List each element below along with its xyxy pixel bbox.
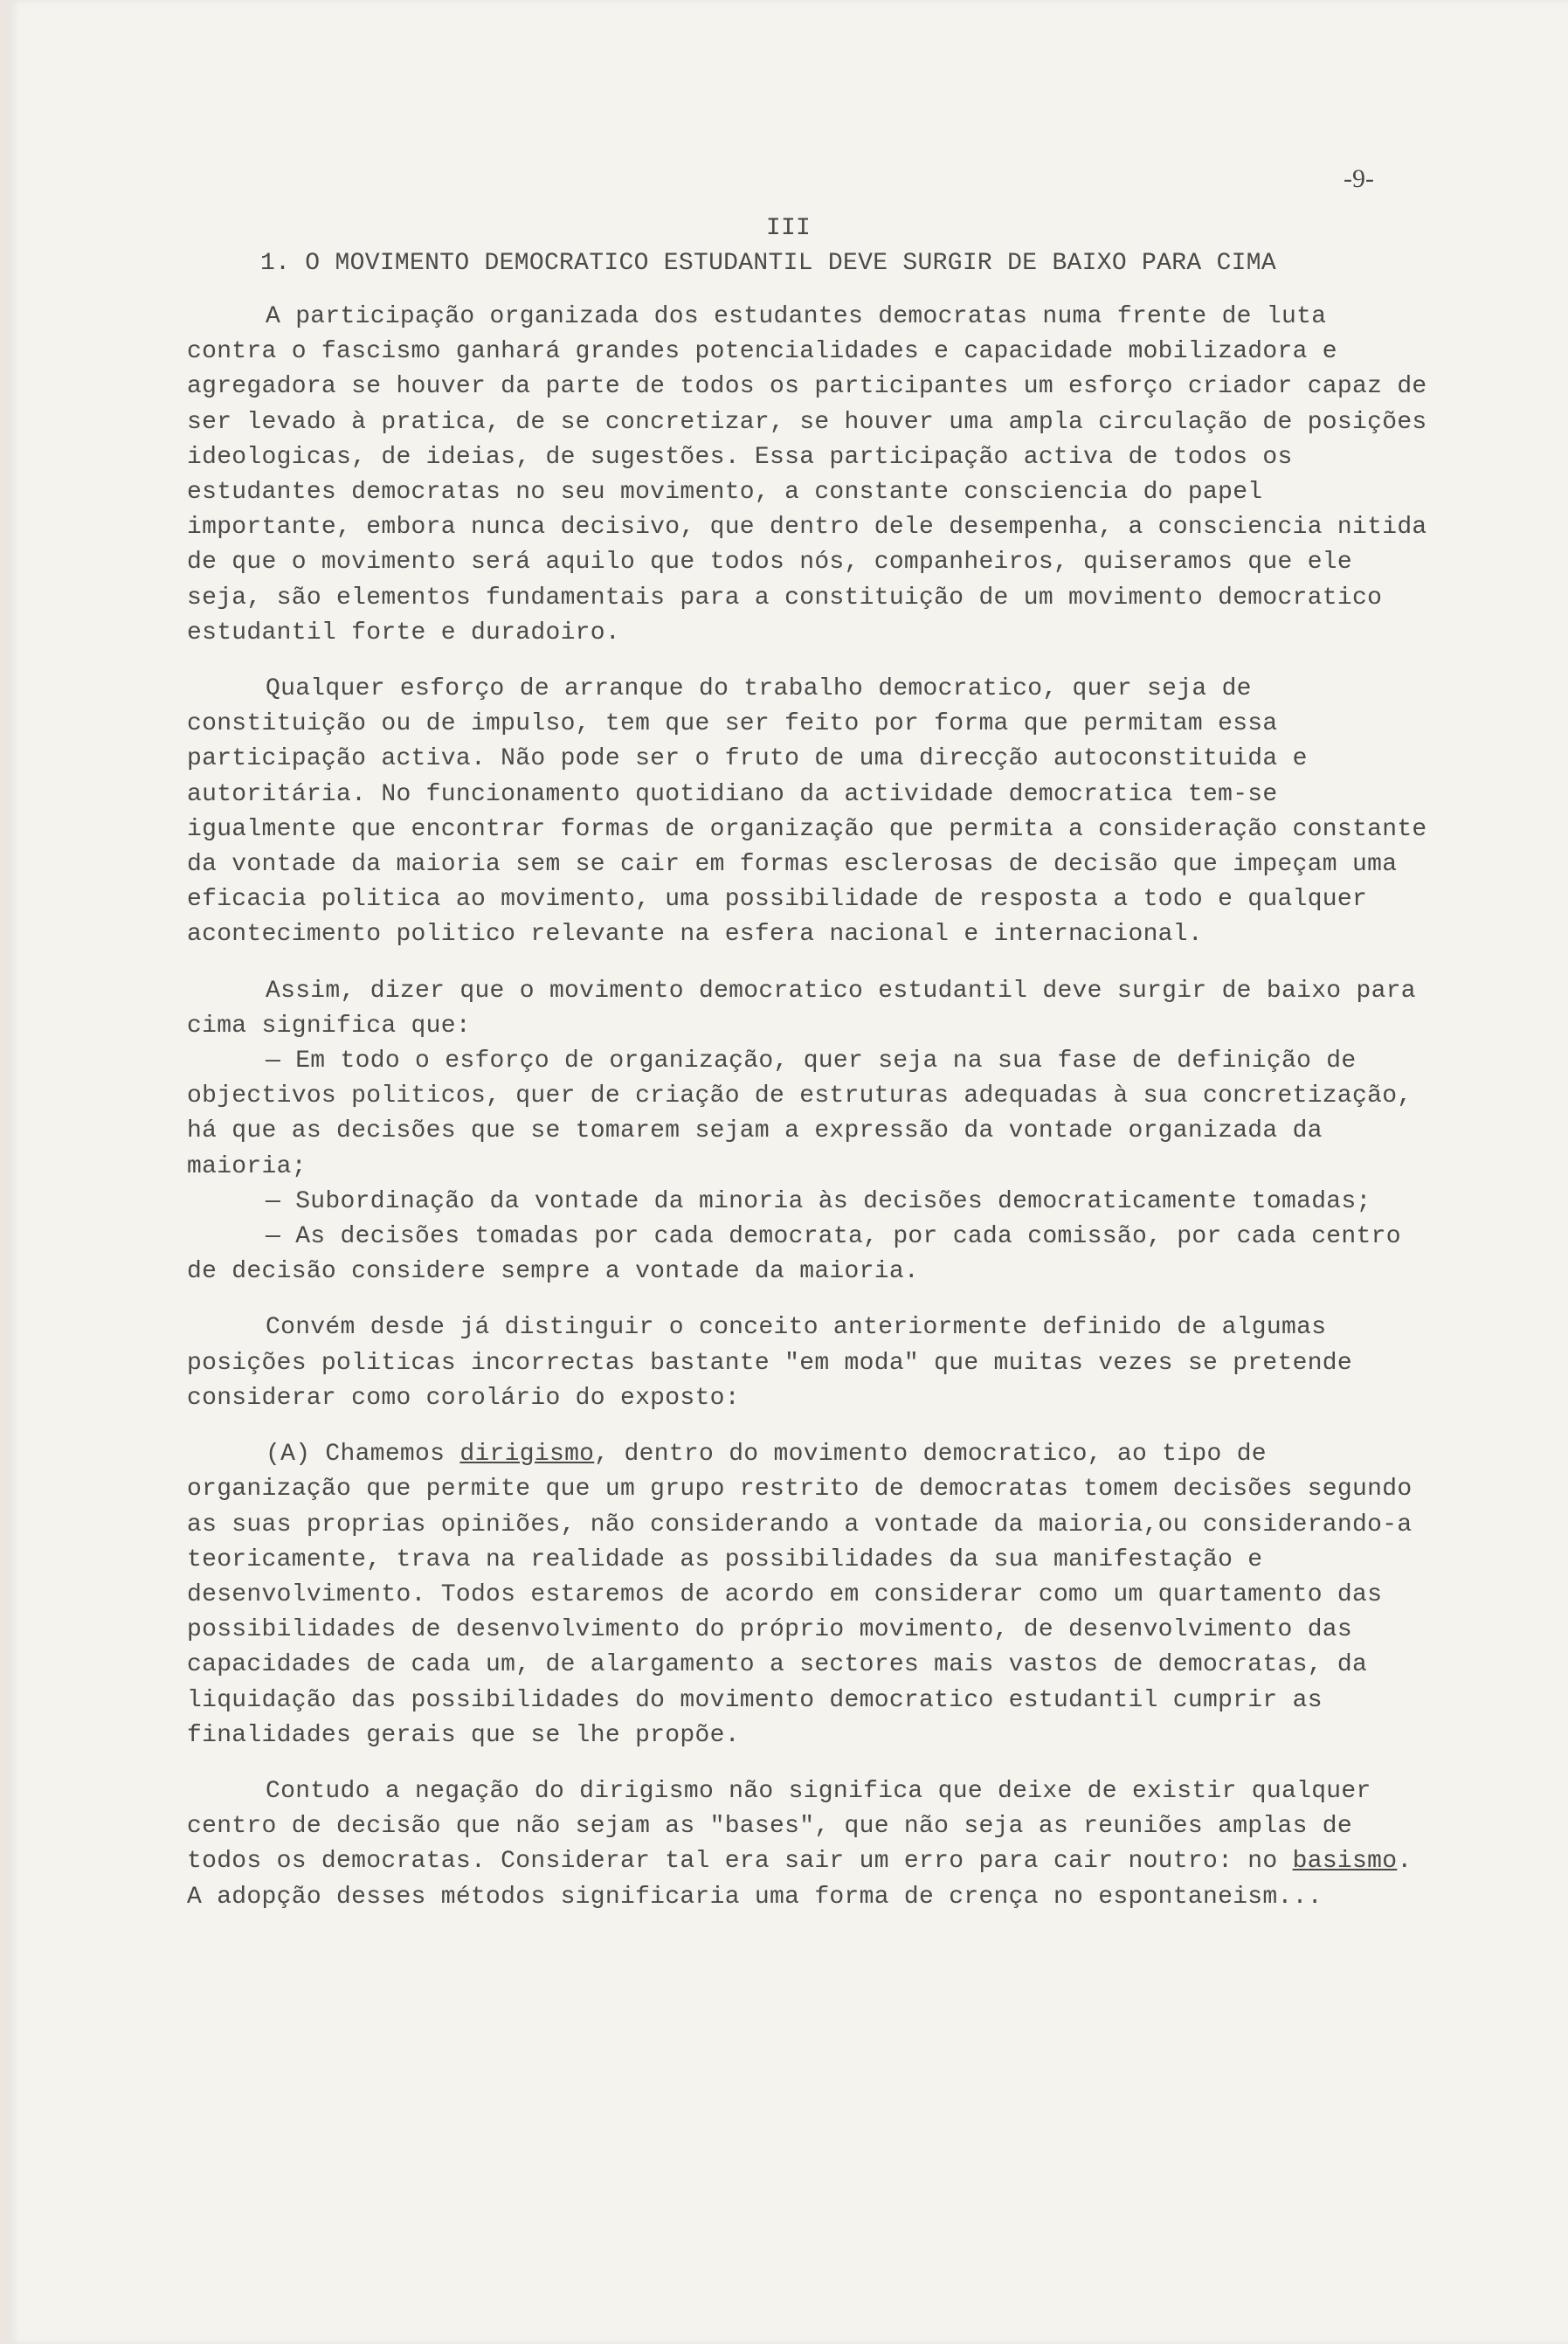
paragraph-dirigismo	[187, 1437, 1427, 1753]
page-number: -9-	[1344, 164, 1374, 193]
body-text	[187, 300, 1427, 1936]
section-heading: 1. O MOVIMENTO DEMOCRATICO ESTUDANTIL DEVE SURGIR DE BAIXO PARA CIMA	[260, 250, 1276, 277]
term-dirigismo: dirigismo	[459, 1441, 595, 1469]
term-basismo: basismo	[1292, 1848, 1398, 1876]
list-item: — As decisões tomadas por cada democrata, por cada comissão, por cada centro de decisão considere sempre a vontade da maioria.	[187, 1223, 1401, 1286]
list-item: — Subordinação da vontade da minoria às decisões democraticamente tomadas;	[266, 1187, 1371, 1215]
text-run: , dentro do movimento democratico, ao tipo de organização que permite que um grupo restrito de democratas tomem decisões segundo as suas proprias opiniões, não considerando a vontade da maioria,ou considerando-a teoricamente, trava na realidade as possibilidades da sua manifestação e desenvolvimento. Todos estaremos de acordo em considerar como um quartamento das possibilidades de desenvolvimento do próprio movimento, de desenvolvimento das capacidades de cada um, de alargamento a sectores mais vastos de democratas, da liquidação das possibilidades do movimento democratico estudantil cumprir as finalidades gerais que se lhe propõe.	[187, 1441, 1413, 1749]
text-run: (A) Chamemos	[266, 1441, 460, 1469]
paragraph-assim: Assim, dizer que o movimento democratico estudantil deve surgir de baixo para cima significa que:	[187, 977, 1416, 1040]
paragraph-basismo	[187, 1774, 1427, 1915]
text-run: . A adopção desses métodos significaria uma forma de crença no espontaneism...	[187, 1848, 1413, 1911]
paragraph-arranque: Qualquer esforço de arranque do trabalho democratico, quer seja de constituição ou de impulso, tem que ser feito por forma que permitam essa participação activa. Não pode ser o fruto de uma direcção autoconstituida e autoritária. No funcionamento quotidiano da actividade democratica tem-se igualmente que encontrar formas de organização que permita a consideração constante da vontade da maioria sem se cair em formas esclerosas de decisão que impeçam uma eficacia politica ao movimento, uma possibilidade de resposta a todo e qualquer acontecimento politico relevante na esfera nacional e internacional.	[187, 675, 1427, 949]
section-number: III	[765, 215, 812, 242]
document-page	[9, 0, 1568, 2344]
paragraph-conceito: Convém desde já distinguir o conceito anteriormente definido de algumas posições politicas incorrectas bastante "em moda" que muitas vezes se pretende considerar como corolário do exposto:	[187, 1314, 1353, 1412]
paragraph-participation: A participação organizada dos estudantes democratas numa frente de luta contra o fascismo ganhará grandes potencialidades e capacidade mobilizadora e agregadora se houver da parte de todos os participantes um esforço criador capaz de ser levado à pratica, de se concretizar, se houver uma ampla circulação de posições ideologicas, de ideias, de sugestões. Essa participação activa de todos os estudantes democratas no seu movimento, a constante consciencia do papel importante, embora nunca decisivo, que dentro dele desempenha, a consciencia nitida de que o movimento será aquilo que todos nós, companheiros, quiseramos que ele seja, são elementos fundamentais para a constituição de um movimento democratico estudantil forte e duradoiro.	[187, 303, 1427, 647]
text-run: Contudo a negação do dirigismo não significa que deixe de existir qualquer centro de decisão que não sejam as "bases", que não seja as reuniões amplas de todos os democratas. Considerar tal era sair um erro para cair noutro: no	[187, 1777, 1371, 1876]
list-item: — Em todo o esforço de organização, quer seja na sua fase de definição de objectivos politicos, quer de criação de estruturas adequadas à sua concretização, há que as decisões que se tomarem sejam a expressão da vontade organizada da maioria;	[187, 1048, 1413, 1180]
